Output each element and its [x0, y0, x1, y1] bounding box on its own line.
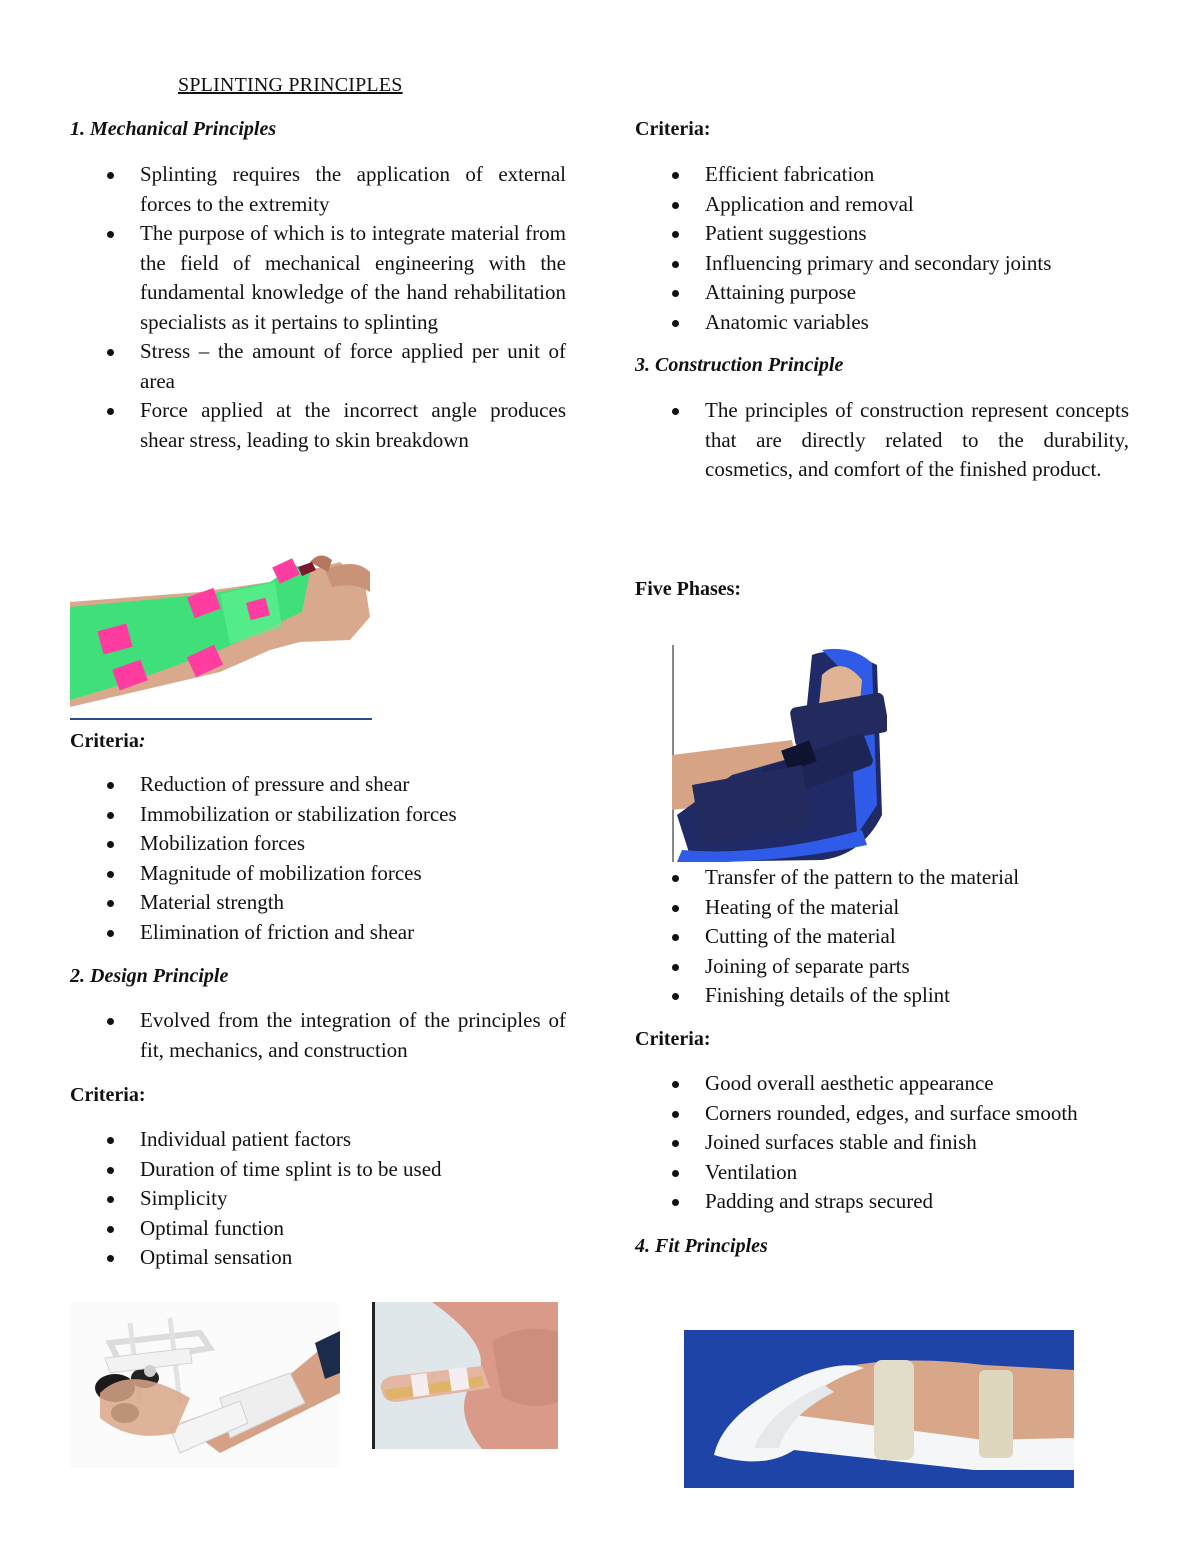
- list-item: Optimal sensation: [70, 1243, 566, 1273]
- criteria-label-top-right: Criteria:: [635, 118, 711, 140]
- list-item: Patient suggestions: [635, 219, 1129, 249]
- wrist-splint-image: [70, 532, 372, 707]
- list-item: Magnitude of mobilization forces: [70, 859, 566, 889]
- list-item: Simplicity: [70, 1184, 566, 1214]
- list-item: Joined surfaces stable and finish: [635, 1128, 1129, 1158]
- list-item: Evolved from the integration of the principles of fit, mechanics, and construction: [70, 1006, 566, 1065]
- list-item: Material strength: [70, 888, 566, 918]
- five-phases-list: [635, 863, 1129, 1011]
- five-phases-label: Five Phases:: [635, 578, 742, 600]
- design-principle-heading: 2. Design Principle: [70, 965, 229, 987]
- criteria-label-design: Criteria:: [70, 1084, 146, 1106]
- criteria-label-mechanical: [70, 730, 146, 753]
- image-divider: [70, 718, 372, 720]
- list-item: Padding and straps secured: [635, 1187, 1129, 1217]
- foot-splint-image: [672, 645, 887, 862]
- design-principle-list: [70, 1006, 566, 1065]
- page-title: SPLINTING PRINCIPLES: [178, 74, 403, 96]
- list-item: The purpose of which is to integrate material from the field of mechanical engineering with the fundamental knowledge of the hand rehabilitation specialists as it pertains to splinting: [70, 219, 566, 337]
- list-item: Joining of separate parts: [635, 952, 1129, 982]
- construction-principle-list: [635, 396, 1129, 485]
- mechanical-principles-list: [70, 160, 566, 455]
- construction-criteria-list: [635, 1069, 1129, 1217]
- list-item: Immobilization or stabilization forces: [70, 800, 566, 830]
- list-item: Application and removal: [635, 190, 1129, 220]
- list-item: Attaining purpose: [635, 278, 1129, 308]
- mechanical-principles-heading: 1. Mechanical Principles: [70, 118, 277, 140]
- mechanical-extra-criteria-list: [635, 160, 1129, 337]
- list-item: Splinting requires the application of external forces to the extremity: [70, 160, 566, 219]
- list-item: Cutting of the material: [635, 922, 1129, 952]
- mechanical-criteria-list: [70, 770, 566, 947]
- design-criteria-list: [70, 1125, 566, 1273]
- list-item: Good overall aesthetic appearance: [635, 1069, 1129, 1099]
- list-item: Reduction of pressure and shear: [70, 770, 566, 800]
- list-item: Heating of the material: [635, 893, 1129, 923]
- dynamic-hand-splint-image: [70, 1303, 340, 1468]
- list-item: Ventilation: [635, 1158, 1129, 1188]
- list-item: Transfer of the pattern to the material: [635, 863, 1129, 893]
- list-item: Corners rounded, edges, and surface smooth: [635, 1099, 1129, 1129]
- construction-principle-heading: 3. Construction Principle: [635, 354, 844, 376]
- list-item: Influencing primary and secondary joints: [635, 249, 1129, 279]
- finger-splint-image: [372, 1302, 558, 1449]
- list-item: Efficient fabrication: [635, 160, 1129, 190]
- fit-principles-heading: 4. Fit Principles: [635, 1235, 768, 1257]
- list-item: The principles of construction represent concepts that are directly related to the durability, cosmetics, and comfort of the finished product.: [635, 396, 1129, 485]
- resting-hand-splint-image: [684, 1330, 1074, 1488]
- criteria-colon: :: [138, 730, 146, 752]
- list-item: Force applied at the incorrect angle produces shear stress, leading to skin breakdown: [70, 396, 566, 455]
- criteria-label-text: Criteria: [70, 730, 139, 752]
- list-item: Duration of time splint is to be used: [70, 1155, 566, 1185]
- list-item: Elimination of friction and shear: [70, 918, 566, 948]
- list-item: Optimal function: [70, 1214, 566, 1244]
- list-item: Individual patient factors: [70, 1125, 566, 1155]
- list-item: Finishing details of the splint: [635, 981, 1129, 1011]
- list-item: Stress – the amount of force applied per unit of area: [70, 337, 566, 396]
- list-item: Anatomic variables: [635, 308, 1129, 338]
- criteria-label-construction: Criteria:: [635, 1028, 711, 1050]
- list-item: Mobilization forces: [70, 829, 566, 859]
